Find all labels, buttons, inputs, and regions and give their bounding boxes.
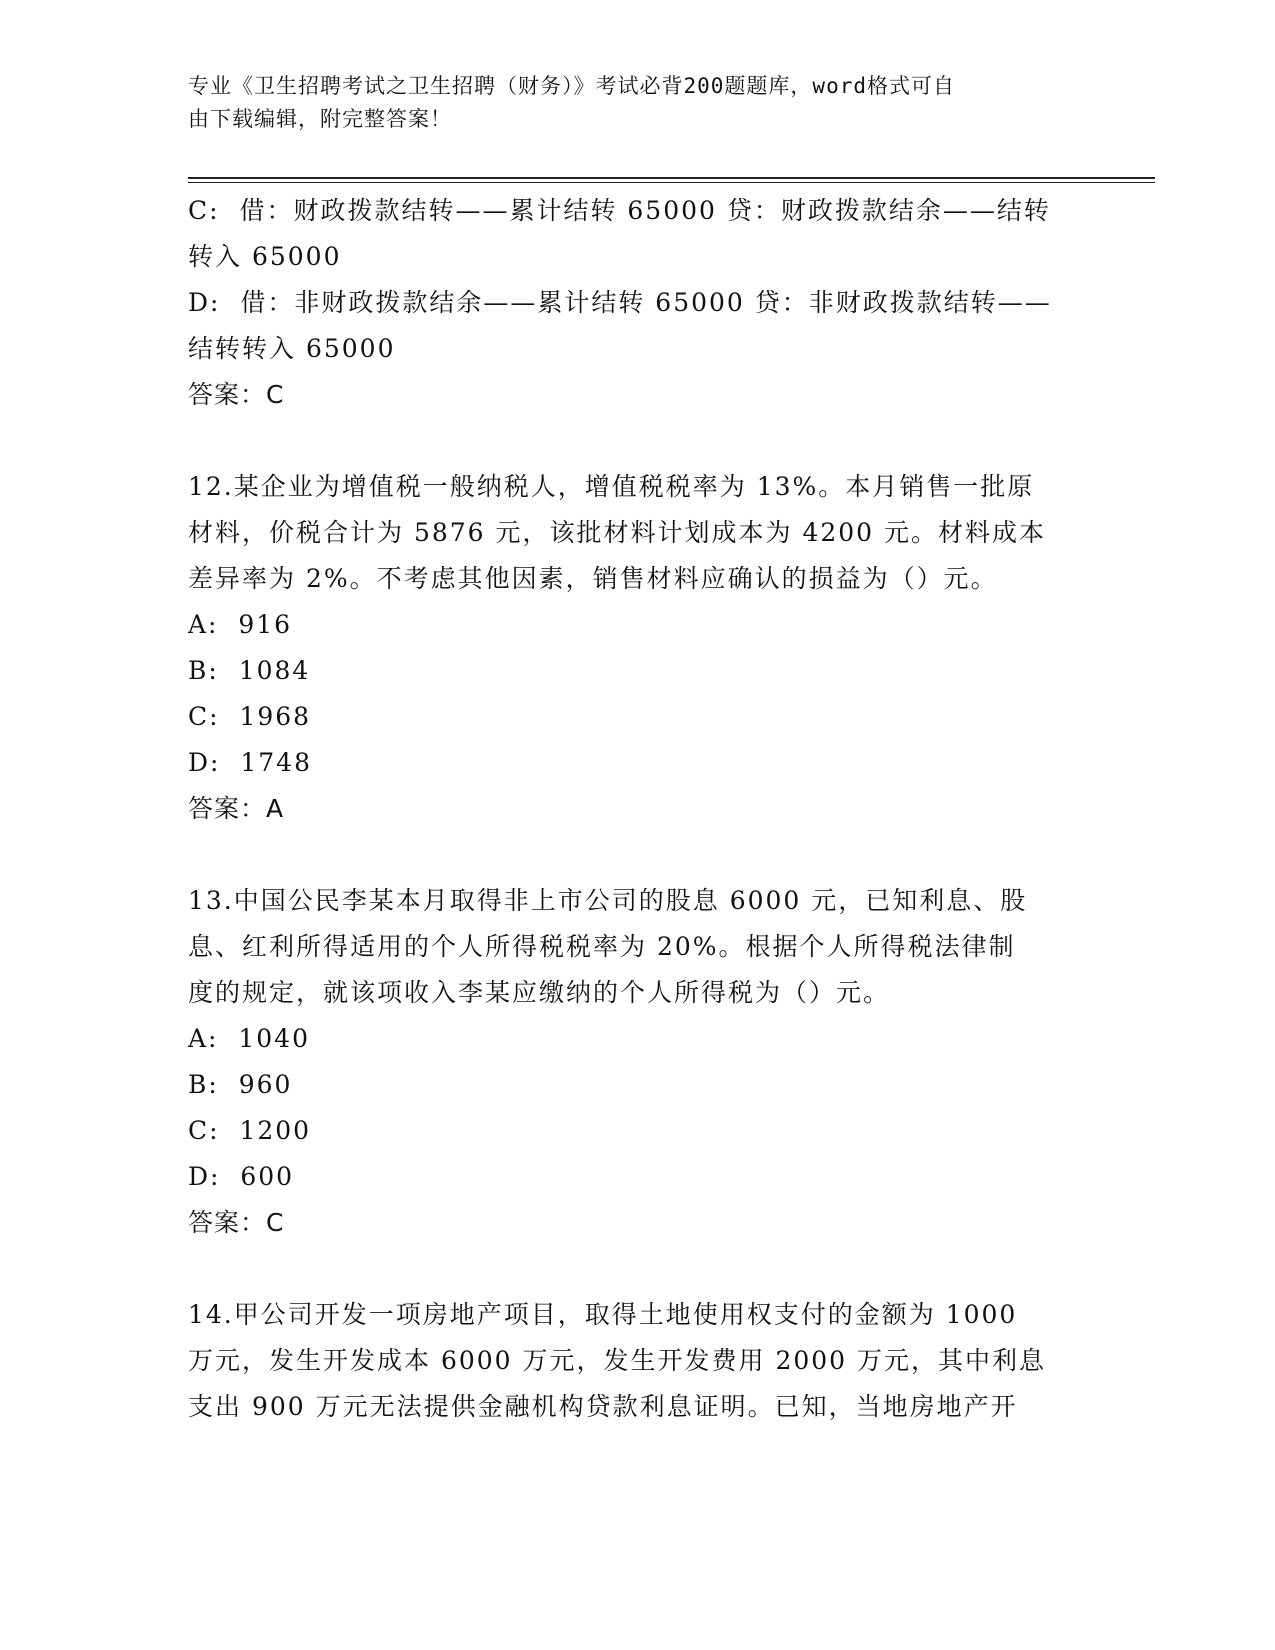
header-rule-thick xyxy=(188,177,1155,179)
option-d-line-2: 结转转入 65000 xyxy=(188,334,396,363)
answer-line: 答案：A xyxy=(188,794,285,823)
header-title-line-2: 由下载编辑，附完整答案！ xyxy=(188,107,452,131)
question-11-tail xyxy=(188,188,1068,418)
question-spacer xyxy=(188,832,1068,878)
question-14 xyxy=(188,1292,1068,1430)
question-stem-line-1: 12.某企业为增值税一般纳税人，增值税税率为 13%。本月销售一批原 xyxy=(188,472,1035,501)
option-c: C: 1200 xyxy=(188,1116,312,1145)
option-c: C: 1968 xyxy=(188,702,312,731)
option-d: D: 600 xyxy=(188,1162,295,1191)
question-13 xyxy=(188,878,1068,1246)
question-12 xyxy=(188,464,1068,832)
question-stem-line-2: 息、红利所得适用的个人所得税税率为 20%。根据个人所得税法律制 xyxy=(188,932,1016,961)
option-c-line-2: 转入 65000 xyxy=(188,242,342,271)
answer-line: 答案：C xyxy=(188,380,285,409)
question-spacer xyxy=(188,418,1068,464)
option-d: D: 1748 xyxy=(188,748,312,777)
option-a: A: 1040 xyxy=(188,1024,310,1053)
question-stem-line-2: 材料，价税合计为 5876 元，该批材料计划成本为 4200 元。材料成本 xyxy=(188,518,1047,547)
header-rule-thin xyxy=(188,182,1155,183)
option-a: A: 916 xyxy=(188,610,293,639)
question-stem-line-3: 支出 900 万元无法提供金融机构贷款利息证明。已知，当地房地产开 xyxy=(188,1392,1018,1421)
question-stem-line-1: 13.中国公民李某本月取得非上市公司的股息 6000 元，已知利息、股 xyxy=(188,886,1028,915)
document-header xyxy=(188,70,1078,136)
question-stem-line-2: 万元，发生开发成本 6000 万元，发生开发费用 2000 万元，其中利息 xyxy=(188,1346,1047,1375)
option-c-line-1: C: 借：财政拨款结转——累计结转 65000 贷：财政拨款结余——结转 xyxy=(188,196,1051,225)
question-stem-line-1: 14.甲公司开发一项房地产项目，取得土地使用权支付的金额为 1000 xyxy=(188,1300,1018,1329)
question-spacer xyxy=(188,1246,1068,1292)
option-b: B: 1084 xyxy=(188,656,311,685)
question-stem-line-3: 度的规定，就该项收入李某应缴纳的个人所得税为（）元。 xyxy=(188,978,891,1007)
question-list xyxy=(188,188,1068,1430)
header-title-line-1: 专业《卫生招聘考试之卫生招聘（财务）》考试必背200题题库，word格式可自 xyxy=(188,74,955,98)
option-d-line-1: D: 借：非财政拨款结余——累计结转 65000 贷：非财政拨款结转—— xyxy=(188,288,1052,317)
answer-line: 答案：C xyxy=(188,1208,285,1237)
question-stem-line-3: 差异率为 2%。不考虑其他因素，销售材料应确认的损益为（）元。 xyxy=(188,564,998,593)
option-b: B: 960 xyxy=(188,1070,293,1099)
